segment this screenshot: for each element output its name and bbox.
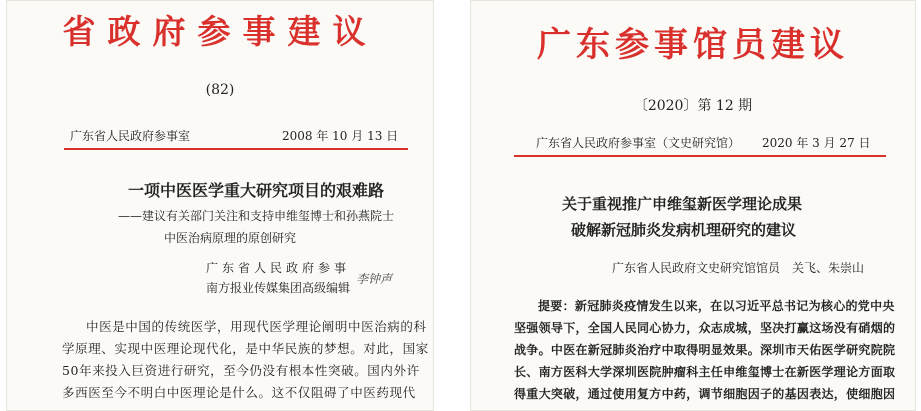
abstract-label: 提要：	[538, 299, 575, 313]
abstract-text: 新冠肺炎疫情发生以来，在以习近平总书记为核心的党中央	[574, 299, 895, 313]
body-line: 中医是中国的传统医学，用现代医学理论阐明中医治病的科	[86, 319, 427, 334]
body-line: 多西医至今不明白中医理论是什么。这不仅阻碍了中医药现代	[62, 385, 416, 400]
issue-date: 2008 年 10 月 13 日	[282, 129, 399, 143]
author-signature: 李钟声	[356, 272, 393, 286]
abstract-line: 长、南方医科大学深圳医院肿瘤科主任申维玺博士在新医学理论方面取	[514, 365, 896, 379]
issue-number: 〔2020〕第 12 期	[633, 98, 753, 114]
masthead-title: 省政府参事建议	[62, 12, 378, 51]
office-name: 广东省人民政府参事室（文史研究馆）	[536, 136, 741, 150]
article-subtitle-2: 中医治病原理的原创研究	[164, 231, 297, 245]
red-divider	[64, 148, 408, 150]
masthead-title: 广东参事馆员建议	[537, 25, 849, 65]
issue-number: (82)	[205, 82, 235, 98]
left-document	[6, 0, 434, 411]
author-title: 广东省人民政府参事	[206, 261, 351, 275]
abstract-line: 坚强领导下，全国人民同心协力，众志成城，坚决打赢这场没有硝烟的	[514, 321, 896, 335]
body-line: 学原理、实现中医理论现代化，是中华民族的梦想。对此，国家	[62, 341, 429, 356]
body-line: 50年来投入巨资进行研究，至今仍没有根本性突破。国内外许	[62, 363, 420, 378]
article-title: 一项中医医学重大研究项目的艰难路	[128, 181, 385, 200]
article-title-2: 破解新冠肺炎发病机理研究的建议	[571, 221, 797, 239]
issue-date: 2020 年 3 月 27 日	[762, 136, 871, 150]
author-title-2: 南方报业传媒集团高级编辑	[206, 281, 351, 295]
red-divider	[514, 155, 886, 157]
abstract-line	[538, 297, 895, 314]
office-name: 广东省人民政府参事室	[70, 129, 191, 143]
article-subtitle: ——建议有关部门关注和支持申维玺博士和孙燕院士	[118, 209, 395, 223]
right-document	[470, 0, 916, 411]
abstract-line: 战争。中医在新冠肺炎治疗中取得明显效果。深圳市天佑医学研究院院	[514, 343, 896, 357]
abstract-line: 得重大突破，通过使用复方中药，调节细胞因子的基因表达，使细胞因	[514, 387, 896, 401]
article-title: 关于重视推广申维玺新医学理论成果	[562, 195, 803, 213]
authors: 广东省人民政府文史研究馆馆员 关飞、朱崇山	[612, 261, 865, 275]
